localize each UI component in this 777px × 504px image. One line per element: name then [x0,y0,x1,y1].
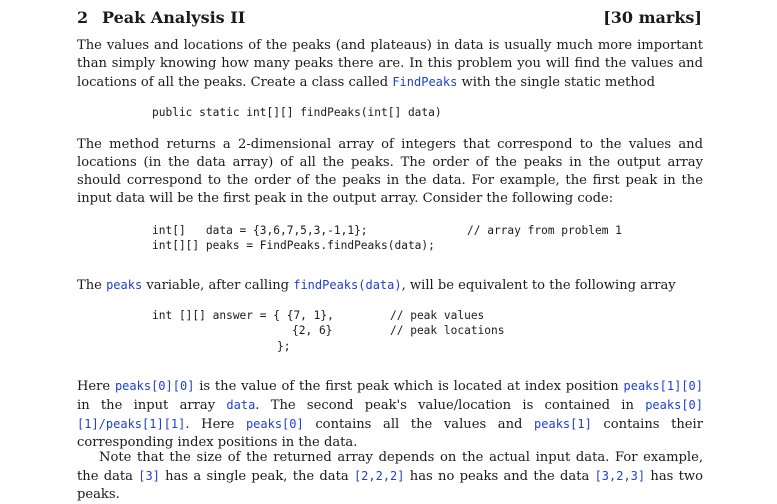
section-heading [77,6,702,28]
p5-text-3: has no peaks and the data [404,469,595,484]
answer-line-1: int [][] answer = { {7, 1}, [152,309,334,322]
intro-text-1: The values and locations of the peaks (and plateaus) in data is usually much more important than simply knowing how many peaks there are. In this problem you will find the values and locations of all the peaks. Create a class called [77,38,703,90]
section-title: Peak Analysis II [102,8,246,27]
answer-comment-values: // peak values [390,309,485,322]
answer-comment-locations: // peak locations [390,324,505,337]
p4-text-3: in the input array [77,398,227,413]
answer-line-2: {2, 6} [292,324,333,337]
note-paragraph [77,449,703,504]
method-signature: public static int[][] findPeaks(int[] data) [152,106,442,119]
p4-code-2: peaks[1][0] [623,379,703,393]
p5-code-2: [2,2,2] [353,469,405,483]
p4-text-5: . Here [185,417,246,432]
answer-line-3: }; [277,340,291,353]
p3-text-3: , will be equivalent to the following array [401,278,676,293]
p4-text-4: . The second peak's value/location is contained in [255,398,646,413]
p3-text-2: variable, after calling [142,278,294,293]
p4-text-1: Here [77,379,115,394]
p5-text-2: has a single peak, the data [159,469,354,484]
p4-text-7: contains their corresponding index positions in the data. [77,417,703,450]
class-name-code: FindPeaks [392,75,458,89]
p5-text-4: has two peaks. [77,469,703,502]
p5-text-1: Note that the size of the returned array depends on the actual input data. For example, the data [77,450,703,484]
explanation-paragraph [77,377,703,452]
p4-text-6: contains all the values and [303,417,535,432]
intro-text-2: with the single static method [457,75,656,90]
p4-code-5: peaks[0] [245,417,304,431]
p4-code-3: data [226,398,256,412]
p4-code-6: peaks[1] [534,417,592,431]
p3-text-1: The [77,278,107,293]
p5-code-3: [3,2,3] [594,469,646,483]
code-line-peaks: int[][] peaks = FindPeaks.findPeaks(data); [152,239,435,252]
peaks-variable-paragraph [77,276,703,295]
code-line-data: int[] data = {3,6,7,5,3,-1,1}; [152,224,368,237]
method-description-paragraph: The method returns a 2-dimensional array of integers that correspond to the values and locations (in the data array) of all the peaks. The order of the peaks in the output array should correspond to the order of the peaks in the data. For example, the first peak in the input data will be the first peak in the output array. Consider the following code: [77,137,703,206]
section-number: 2 [77,8,89,27]
section-marks: [30 marks] [603,8,702,27]
code-comment-problem: // array from problem 1 [467,224,622,237]
p3-code-peaks: peaks [106,278,143,292]
p5-code-1: [3] [138,469,160,483]
p4-text-2: is the value of the first peak which is located at index position [194,379,624,394]
p3-code-findpeaks: findPeaks(data) [293,278,402,292]
p4-code-1: peaks[0][0] [114,379,195,393]
intro-paragraph [77,37,703,92]
p4-code-4: peaks[0][1]/peaks[1][1] [77,398,703,431]
